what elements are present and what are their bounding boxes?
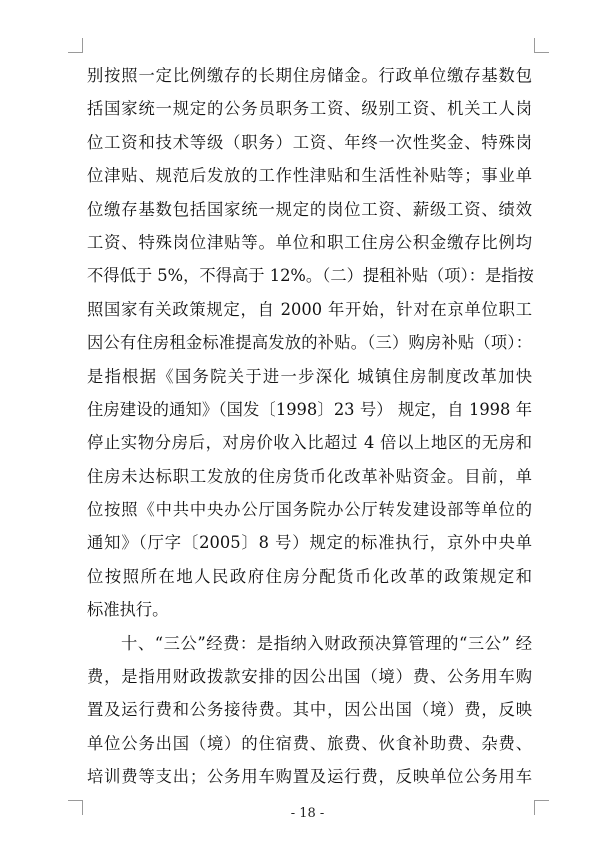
text-line: 住房未达标职工发放的住房货币化改革补贴资金。目前，单 <box>87 466 532 486</box>
text-line: 工资、特殊岗位津贴等。单位和职工住房公积金缴存比例均 <box>87 232 532 252</box>
text-line: 费，是指用财政拨款安排的因公出国（境）费、公务用车购 <box>87 667 532 687</box>
text-line: 因公有住房租金标准提高发放的补贴。（三）购房补贴（项）： <box>87 333 532 353</box>
text-line: 停止实物分房后，对房价收入比超过 4 倍以上地区的无房和 <box>87 433 532 453</box>
text-line: 括国家统一规定的公务员职务工资、级别工资、机关工人岗 <box>87 99 532 119</box>
text-line: 通知》（厅字〔2005〕8 号）规定的标准执行，京外中央单 <box>87 533 532 553</box>
body-text <box>87 59 532 794</box>
text-line: 不得低于 5%，不得高于 12%。（二）提租补贴（项）：是指按 <box>87 266 534 286</box>
text-line: 单位公务出国（境）的住宿费、旅费、伙食补助费、杂费、 <box>87 733 532 753</box>
text-line: 位按照《中共中央办公厅国务院办公厅转发建设部等单位的 <box>87 500 532 520</box>
text-line: 别按照一定比例缴存的长期住房储金。行政单位缴存基数包 <box>87 66 532 85</box>
paragraph <box>87 59 532 627</box>
text-line: 标准执行。 <box>87 600 169 620</box>
text-line: 位工资和技术等级（职务）工资、年终一次性奖金、特殊岗 <box>87 132 532 152</box>
text-line: 培训费等支出；公务用车购置及运行费，反映单位公务用车 <box>87 767 532 787</box>
paragraph <box>87 627 532 794</box>
crop-mark-top-right <box>534 38 549 53</box>
text-line: 十、“三公”经费：是指纳入财政预决算管理的“三公” 经 <box>121 633 532 653</box>
text-line: 位按照所在地人民政府住房分配货币化改革的政策规定和 <box>87 566 532 586</box>
text-line: 位缴存基数包括国家统一规定的岗位工资、薪级工资、绩效 <box>87 199 532 219</box>
text-line: 是指根据《国务院关于进一步深化 城镇住房制度改革加快 <box>87 366 532 386</box>
text-line: 置及运行费和公务接待费。其中，因公出国（境）费，反映 <box>87 700 532 720</box>
text-line: 位津贴、规范后发放的工作性津贴和生活性补贴等；事业单 <box>87 166 532 186</box>
page-number: - 18 - <box>290 806 325 821</box>
text-line: 住房建设的通知》（国发〔1998〕23 号） 规定，自 1998 年 <box>87 399 532 419</box>
crop-mark-top-left <box>68 38 83 53</box>
text-line: 照国家有关政策规定，自 2000 年开始，针对在京单位职工 <box>87 299 532 319</box>
